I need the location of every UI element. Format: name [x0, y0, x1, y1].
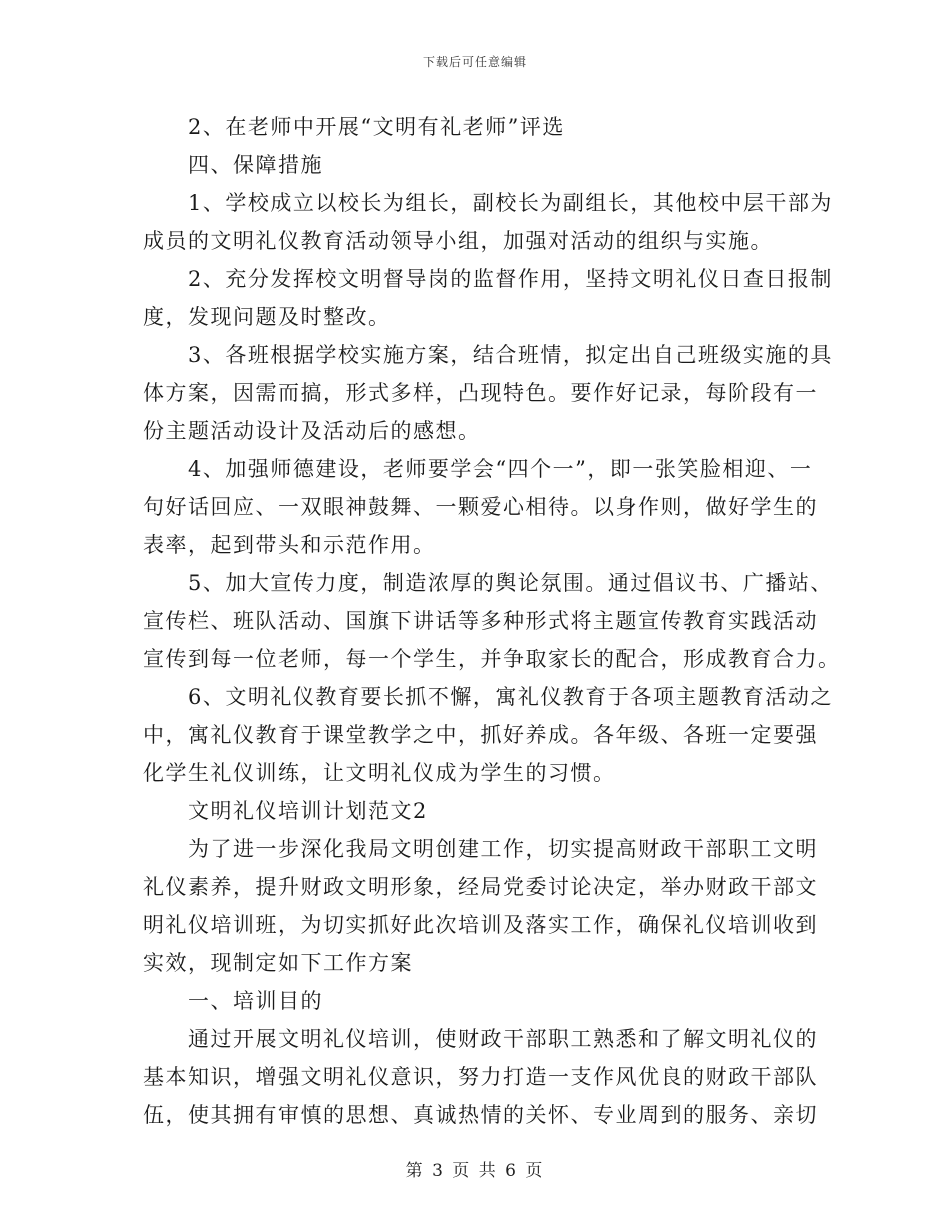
text-line: 表率，起到带头和示范作用。 — [143, 533, 436, 557]
text-line: 伍，使其拥有审慎的思想、真诚热情的关怀、专业周到的服务、亲切 — [143, 1103, 818, 1127]
text-line: 礼仪素养，提升财政文明形象，经局党委讨论决定，举办财政干部文 — [143, 875, 818, 899]
text-line: 实效，现制定如下工作方案 — [143, 951, 413, 975]
text-line: 度，发现问题及时整改。 — [143, 305, 391, 329]
text-line: 文明礼仪培训计划范文2 — [188, 799, 428, 823]
text-line: 份主题活动设计及活动后的感想。 — [143, 419, 481, 443]
text-line: 句好话回应、一双眼神鼓舞、一颗爱心相待。以身作则，做好学生的 — [143, 495, 818, 519]
text-line: 成员的文明礼仪教育活动领导小组，加强对活动的组织与实施。 — [143, 229, 773, 253]
text-line: 6、文明礼仪教育要长抓不懈，寓礼仪教育于各项主题教育活动之 — [188, 685, 833, 709]
text-line: 为了进一步深化我局文明创建工作，切实提高财政干部职工文明 — [188, 837, 818, 861]
text-line: 四、保障措施 — [188, 153, 323, 177]
text-line: 基本知识，增强文明礼仪意识，努力打造一支作风优良的财政干部队 — [143, 1065, 818, 1089]
text-line: 5、加大宣传力度，制造浓厚的舆论氛围。通过倡议书、广播站、 — [188, 571, 833, 595]
text-line: 明礼仪培训班，为切实抓好此次培训及落实工作，确保礼仪培训收到 — [143, 913, 818, 937]
text-line: 一、培训目的 — [188, 989, 323, 1013]
document-body — [143, 108, 841, 1134]
page-header-note: 下载后可任意编辑 — [422, 55, 527, 69]
text-line: 3、各班根据学校实施方案，结合班情，拟定出自己班级实施的具 — [188, 343, 833, 367]
text-line: 2、充分发挥校文明督导岗的监督作用，坚持文明礼仪日查日报制 — [188, 267, 833, 291]
text-line: 4、加强师德建设，老师要学会“四个一”，即一张笑脸相迎、一 — [188, 457, 813, 481]
text-line: 宣传栏、班队活动、国旗下讲话等多种形式将主题宣传教育实践活动 — [143, 609, 818, 633]
text-line: 中，寓礼仪教育于课堂教学之中，抓好养成。各年级、各班一定要强 — [143, 723, 818, 747]
page-number: 第 3 页 共 6 页 — [405, 1161, 545, 1181]
text-line: 1、学校成立以校长为组长，副校长为副组长，其他校中层干部为 — [188, 191, 833, 215]
text-line: 2、在老师中开展“文明有礼老师”评选 — [188, 115, 565, 139]
text-line: 通过开展文明礼仪培训，使财政干部职工熟悉和了解文明礼仪的 — [188, 1027, 818, 1051]
text-line: 体方案，因需而搞，形式多样，凸现特色。要作好记录，每阶段有一 — [143, 381, 818, 405]
text-line: 化学生礼仪训练，让文明礼仪成为学生的习惯。 — [143, 761, 616, 785]
text-line: 宣传到每一位老师，每一个学生，并争取家长的配合，形成教育合力。 — [143, 647, 841, 671]
